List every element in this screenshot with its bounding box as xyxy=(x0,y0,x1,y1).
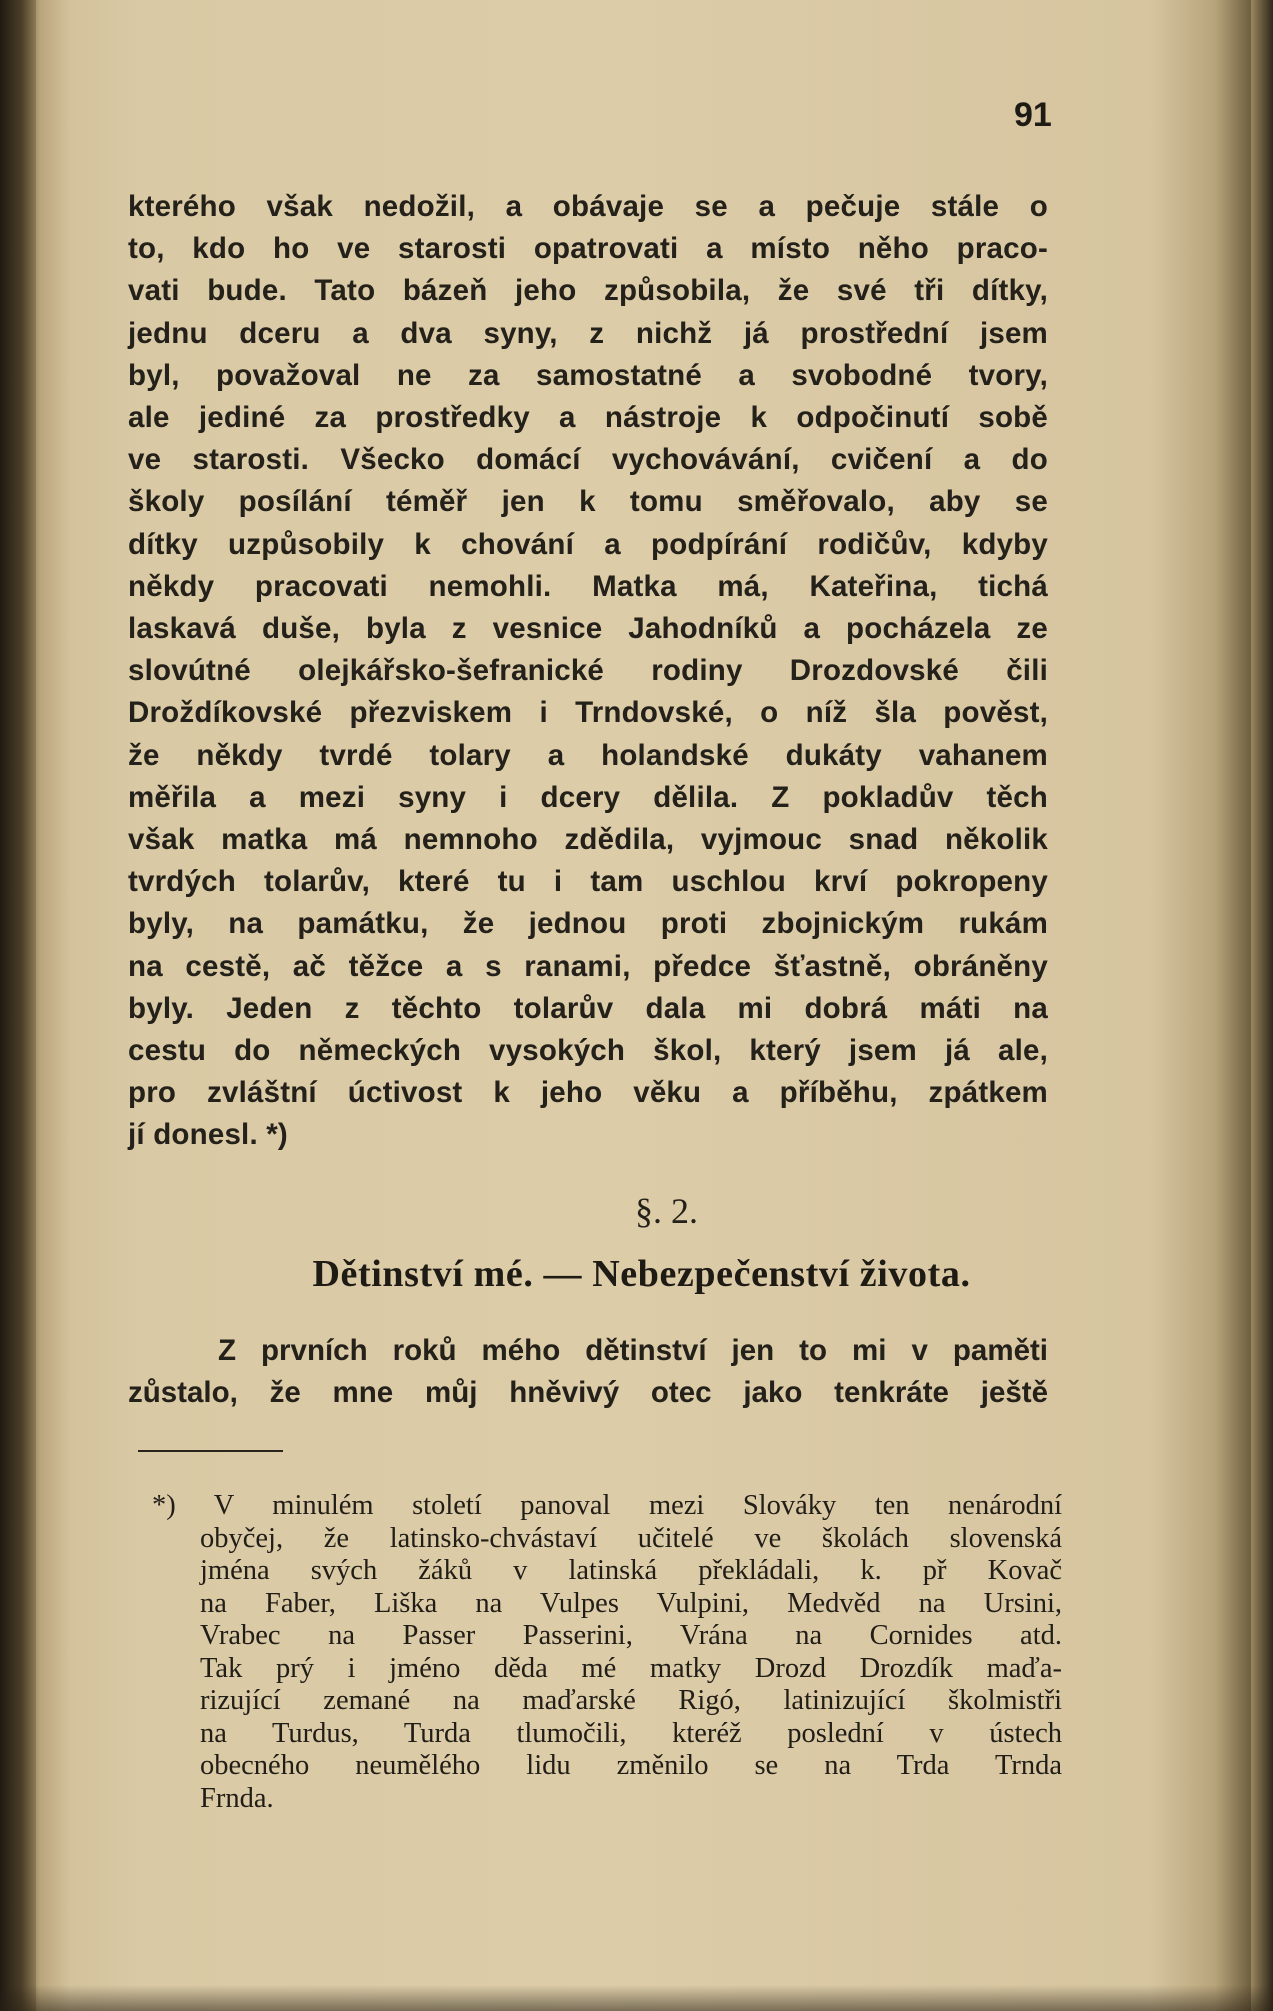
section-title: Dětinství mé. — Nebezpečenství života. xyxy=(312,1253,971,1295)
footnote-line: Frnda. xyxy=(200,1782,274,1814)
text-line: Z prvních roků mého dětinství jen to mi v paměti xyxy=(218,1334,1048,1367)
text-line: byl, považoval ne za samostatné a svobodné tvory, xyxy=(128,358,1048,392)
footnote-line: jména svých žáků v latinská překládali, k. př Kovač xyxy=(200,1555,1062,1586)
footnote-divider xyxy=(138,1450,283,1452)
page-edge-right xyxy=(1251,0,1273,2011)
footnote-line: Tak prý i jméno děda mé matky Drozd Drozdík maďa- xyxy=(200,1652,1062,1684)
text-line: vati bude. Tato bázeň jeho způsobila, že své tři dítky, xyxy=(128,274,1048,308)
page-edge-bottom xyxy=(0,1985,1273,2011)
text-line: jednu dceru a dva syny, z nichž já prostřední jsem xyxy=(128,316,1048,350)
text-line: někdy pracovati nemohli. Matka má, Kateřina, tichá xyxy=(128,569,1048,603)
footnote-line: rizující zemané na maďarské Rigó, latinizující školmistři xyxy=(200,1685,1062,1716)
page-number: 91 xyxy=(1014,96,1052,134)
text-line: kterého však nedožil, a obávaje se a pečuje stále o xyxy=(128,190,1048,223)
text-line: zůstalo, že mne můj hněvivý otec jako tenkráte ještě xyxy=(128,1376,1048,1410)
text-line: měřila a mezi syny i dcery dělila. Z pokladův těch xyxy=(128,780,1048,814)
text-line: na cestě, ač těžce a s ranami, předce šťastně, obráněny xyxy=(128,949,1048,983)
footnote-line: obyčej, že latinsko-chvástaví učitelé ve školách slovenská xyxy=(200,1522,1062,1554)
text-line: Droždíkovské přezviskem i Trndovské, o níž šla pověst, xyxy=(128,696,1048,730)
text-line: dítky uzpůsobily k chování a podpírání rodičův, kdyby xyxy=(128,527,1048,561)
footnote-line: na Turdus, Turda tlumočili, kteréž poslední v ústech xyxy=(200,1717,1062,1749)
footnote-line: Vrabec na Passer Passerini, Vrána na Cornides atd. xyxy=(200,1620,1062,1651)
footnote-line: *) V minulém století panoval mezi Slováky ten nenárodní xyxy=(152,1490,1062,1521)
text-line: cestu do německých vysokých škol, který jsem já ale, xyxy=(128,1034,1048,1068)
footnote-line: obecného neumělého lidu změnilo se na Trda Trnda xyxy=(200,1750,1062,1781)
book-spine xyxy=(0,0,36,2011)
text-line: ve starosti. Všecko domácí vychovávání, cvičení a do xyxy=(128,443,1048,477)
text-line: to, kdo ho ve starosti opatrovati a místo něho praco- xyxy=(128,232,1048,266)
paragraph-2 xyxy=(128,1330,1048,1414)
text-line: byly. Jeden z těchto tolarův dala mi dobrá máti na xyxy=(128,991,1048,1025)
text-line: byly, na památku, že jednou proti zbojnickým rukám xyxy=(128,907,1048,941)
footnote-line: na Faber, Liška na Vulpes Vulpini, Medvěd na Ursini, xyxy=(200,1587,1062,1619)
paragraph-1 xyxy=(128,186,1048,1157)
text-line: tvrdých tolarův, které tu i tam uschlou krví pokropeny xyxy=(128,865,1048,899)
text-line: však matka má nemnoho zdědila, vyjmouc snad několik xyxy=(128,823,1048,857)
text-line: pro zvláštní úctivost k jeho věku a příběhu, zpátkem xyxy=(128,1076,1048,1110)
text-line: že někdy tvrdé tolary a holandské dukáty vahanem xyxy=(128,738,1048,772)
text-line: jí donesl. *) xyxy=(128,1118,288,1152)
text-line: školy posílání téměř jen k tomu směřovalo, aby se xyxy=(128,485,1048,519)
footnote xyxy=(152,1490,1062,1815)
section-number: §. 2. xyxy=(635,1191,698,1231)
text-line: slovútné olejkářsko-šefranické rodiny Drozdovské čili xyxy=(128,654,1048,688)
text-line: laskavá duše, byla z vesnice Jahodníků a pocházela ze xyxy=(128,612,1048,646)
text-line: ale jediné za prostředky a nástroje k odpočinutí sobě xyxy=(128,401,1048,435)
